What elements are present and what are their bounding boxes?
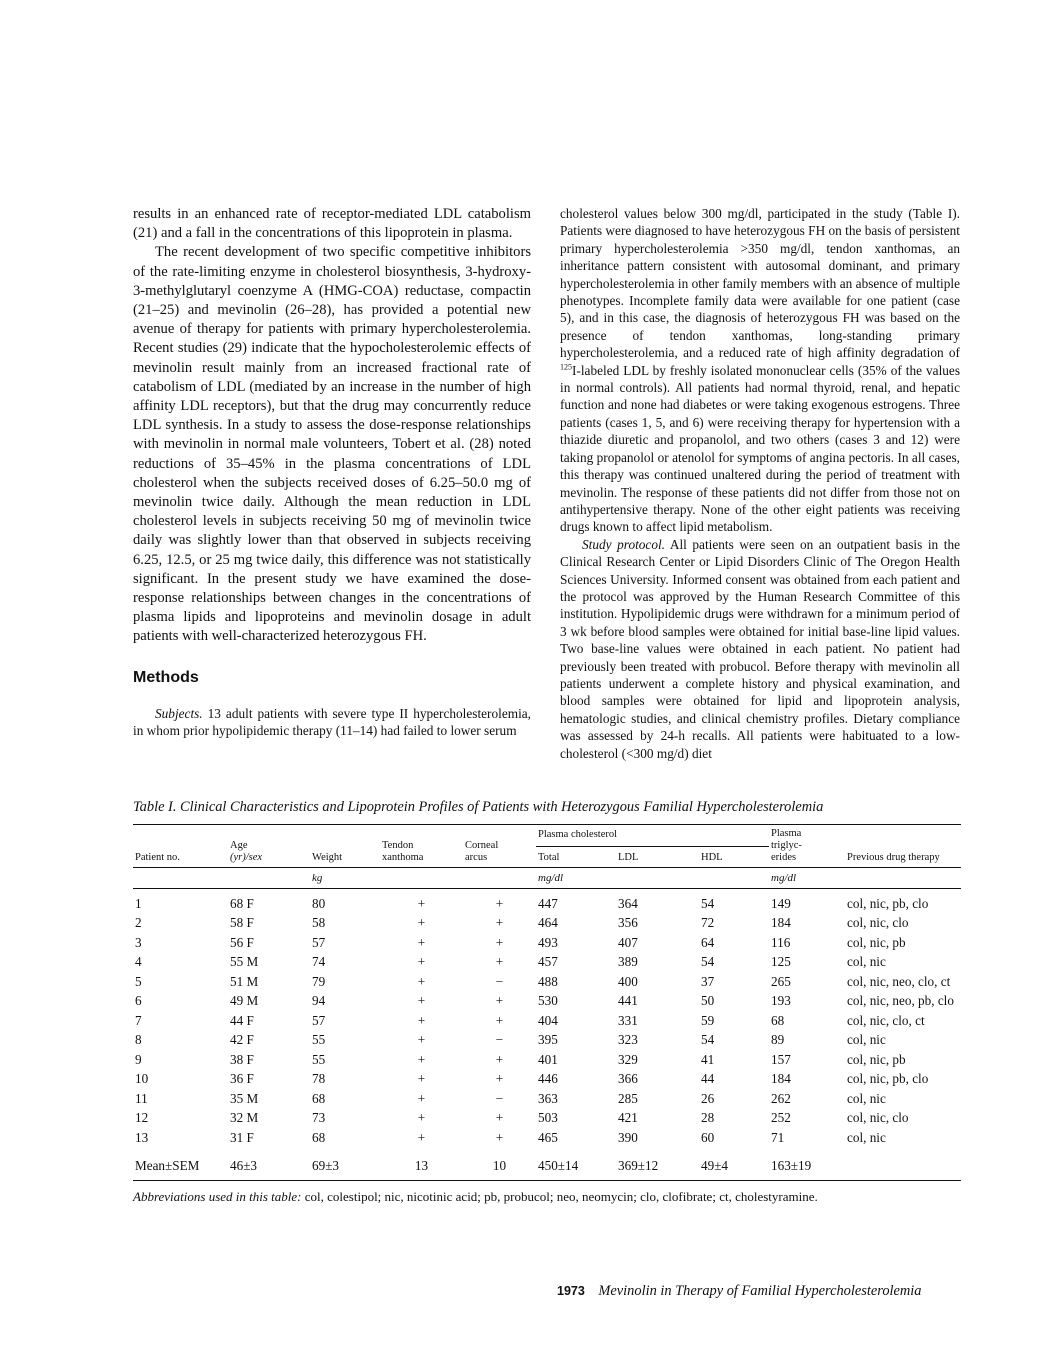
table-cell: + (495, 1012, 504, 1028)
table-cell: + (495, 895, 504, 911)
table-cell: − (495, 973, 504, 989)
table-cell: + (495, 993, 504, 1009)
table-cell: + (417, 915, 426, 931)
table-cell: 465 (538, 1129, 558, 1145)
header-age: Age (yr)/sex (228, 825, 310, 868)
table-cell: 55 (312, 1051, 326, 1067)
table-footnote (133, 1189, 961, 1205)
table-cell: − (495, 1090, 504, 1106)
table-cell: 363 (538, 1090, 558, 1106)
header-total: Total (538, 852, 560, 863)
table-cell: 46±3 (228, 1148, 310, 1181)
table-cell: 464 (538, 915, 558, 931)
table-cell: 446 (538, 1071, 558, 1087)
table-cell: 331 (618, 1012, 638, 1028)
table-cell: col, nic, pb, clo (847, 1071, 929, 1087)
table-cell: + (417, 1051, 426, 1067)
table-cell: 37 (701, 973, 715, 989)
table-cell: col, nic, neo, clo, ct (847, 973, 951, 989)
table-cell: 79 (312, 973, 326, 989)
table-cell: 389 (618, 954, 638, 970)
table-cell: 72 (701, 915, 715, 931)
header-weight: Weight (310, 825, 380, 868)
table-cell: 54 (701, 954, 715, 970)
table-cell: col, nic, clo, ct (847, 1012, 925, 1028)
table-cell: col, nic, neo, pb, clo (847, 993, 954, 1009)
table-caption: Table I. Clinical Characteristics and Lipoprotein Profiles of Patients with Heterozygous Familial Hypercholesterolemia (133, 799, 824, 815)
table-cell: 56 F (230, 934, 254, 950)
table-row (133, 1050, 961, 1070)
study-protocol-paragraph (560, 536, 960, 762)
subjects-paragraph (133, 705, 531, 740)
table-cell: + (495, 934, 504, 950)
left-column (133, 205, 531, 740)
section-heading-methods: Methods (133, 668, 199, 686)
table-cell: 31 F (230, 1129, 254, 1145)
table-cell: col, nic (847, 954, 886, 970)
study-protocol-label: Study protocol. (582, 536, 666, 552)
table-cell: 366 (618, 1071, 638, 1087)
subjects-text: 13 adult patients with severe type II hypercholesterolemia, in whom prior hypolipidemic therapy (11–14) had failed to lower serum (133, 705, 531, 739)
header-tendon-xanthoma: Tendon xanthoma (380, 825, 463, 868)
table-cell: col, nic, clo (847, 915, 909, 931)
table-cell: col, nic, pb, clo (847, 895, 929, 911)
study-protocol-text: All patients were seen on an outpatient basis in the Clinical Research Center or Lipid Disorders Clinic of The Oregon Health Sciences University. Informed consent was obtained from each patient and the protocol was approved by the Human Research Committee of this institution. Hypolipidemic drugs were withdrawn for a minimum period of 3 wk before blood samples were obtained for initial base-line lipid values. Two base-line values were obtained in each patient. No patient had previously been treated with probucol. Before therapy with mevinolin all patients underwent a complete history and physical examination, and blood samples were obtained for lipid and lipoprotein analysis, hematologic studies, and clinical chemistry profiles. Dietary compliance was assessed by 24-h recalls. All patients were habituated to a low-cholesterol (<300 mg/d) diet (560, 536, 960, 761)
table-cell: 441 (618, 993, 638, 1009)
table-cell: 356 (618, 915, 638, 931)
table-cell: 323 (618, 1032, 638, 1048)
table-cell: col, nic (847, 1129, 886, 1145)
table-cell: 55 (312, 1032, 326, 1048)
table-cell: 193 (771, 993, 791, 1009)
table-cell: + (495, 1129, 504, 1145)
table-cell: 64 (701, 934, 715, 950)
table-row (133, 1031, 961, 1051)
table-cell: 12 (135, 1110, 149, 1126)
table-cell (845, 1148, 961, 1181)
table-cell: + (417, 1090, 426, 1106)
table-cell: 50 (701, 993, 715, 1009)
table-cell: 3 (135, 934, 142, 950)
table-cell: 369±12 (616, 1148, 699, 1181)
table-cell: col, nic, pb (847, 1051, 906, 1067)
running-title: Mevinolin in Therapy of Familial Hypercholesterolemia (598, 1283, 922, 1299)
table-cell: 10 (463, 1148, 536, 1181)
table-cell: col, nic (847, 1032, 886, 1048)
table-cell: − (495, 1032, 504, 1048)
header-patient-no: Patient no. (133, 825, 228, 868)
table-cell: 11 (135, 1090, 148, 1106)
table-cell: 58 F (230, 915, 254, 931)
table-cell: 68 (312, 1090, 326, 1106)
table-cell: + (417, 895, 426, 911)
table-cell: 401 (538, 1051, 558, 1067)
table-cell: 493 (538, 934, 558, 950)
table-cell: 74 (312, 954, 326, 970)
paragraph-text: I-labeled LDL by freshly isolated mononuclear cells (35% of the values in normal controls). All patients had normal thyroid, renal, and hepatic function and none had diabetes or were taking exogenous estrogens. Three patients (cases 1, 5, and 6) were receiving therapy for hypertension with a thiazide diuretic and propanolol, and two others (cases 3 and 12) were taking propanolol or atenolol for symptoms of angina pectoris. In all cases, this therapy was continued unaltered during the period of treatment with mevinolin. The response of these patients did not differ from those not on antihypertensive therapy. None of the other eight patients was receiving drugs known to affect lipid metabolism. (560, 362, 960, 535)
table-cell: + (495, 1071, 504, 1087)
table-row (133, 1070, 961, 1090)
table-cell: 265 (771, 973, 791, 989)
table-cell: 5 (135, 973, 142, 989)
table-cell: 184 (771, 1071, 791, 1087)
table-cell: 262 (771, 1090, 791, 1106)
table-cell: 13 (380, 1148, 463, 1181)
table-cell: 80 (312, 895, 326, 911)
paragraph-text: cholesterol values below 300 mg/dl, participated in the study (Table I). Patients were diagnosed to have heterozygous FH on the basis of persistent primary hypercholesterolemia >350 mg/dl, tendon xanthomas, an inheritance pattern consistent with autosomal dominant, and primary hypercholesterolemia in other family members with an absence of multiple phenotypes. Incomplete family data were available for one patient (case 5), and in this case, the diagnosis of heterozygous FH was based on the presence of tendon xanthomas, long-standing primary hypercholesterolemia, and a reduced rate of high affinity degradation of (560, 206, 960, 361)
table-cell: 54 (701, 1032, 715, 1048)
table-cell: 55 M (230, 954, 259, 970)
page-footer (557, 1283, 921, 1300)
table-cell: + (417, 1012, 426, 1028)
table-cell: + (495, 1051, 504, 1067)
table-cell: 125 (771, 954, 791, 970)
table-cell: 41 (701, 1051, 715, 1067)
table-cell: 503 (538, 1110, 558, 1126)
header-plasma-cholesterol: Plasma cholesterol (536, 825, 769, 847)
table-cell: 94 (312, 993, 326, 1009)
table-cell: 73 (312, 1110, 326, 1126)
table-cell: 38 F (230, 1051, 254, 1067)
table-cell: 57 (312, 1012, 326, 1028)
table-cell: col, nic, clo (847, 1110, 909, 1126)
table-cell: 32 M (230, 1110, 259, 1126)
header-previous-drug: Previous drug therapy (845, 825, 961, 868)
table-cell: + (495, 915, 504, 931)
table-cell: 2 (135, 915, 142, 931)
table-cell: 58 (312, 915, 326, 931)
table-cell: 54 (701, 895, 715, 911)
table-cell: 149 (771, 895, 791, 911)
table-cell: 395 (538, 1032, 558, 1048)
table-cell: 6 (135, 993, 142, 1009)
header-ldl: LDL (618, 852, 639, 863)
table-cell: col, nic (847, 1090, 886, 1106)
table-cell: 530 (538, 993, 558, 1009)
footnote-label: Abbreviations used in this table: (133, 1188, 302, 1204)
table-row (133, 972, 961, 992)
header-hdl: HDL (701, 852, 723, 863)
table-cell: 44 F (230, 1012, 254, 1028)
body-paragraph: results in an enhanced rate of receptor-mediated LDL catabolism (21) and a fall in the concentrations of this lipoprotein in plasma. (133, 206, 531, 242)
table-cell: 450±14 (536, 1148, 616, 1181)
table-row (133, 914, 961, 934)
table-cell: col, nic, pb (847, 934, 906, 950)
table-cell: 163±19 (769, 1148, 845, 1181)
table-cell: + (417, 993, 426, 1009)
table-cell: 78 (312, 1071, 326, 1087)
table-1 (133, 799, 961, 1205)
body-paragraph: The recent development of two specific competitive inhibitors of the rate-limiting enzyme in cholesterol biosynthesis, 3-hydroxy-3-methylglutaryl coenzyme A (HMG-COA) reductase, compactin (21–25) and mevinolin (26–28), has provided a potential new avenue of therapy for patients with primary hypercholesterolemia. Recent studies (29) indicate that the hypocholesterolemic effects of mevinolin result mainly from an increased fractional rate of catabolism of LDL (mediated by an increase in the number of high affinity LDL receptors), but that the drug may concurrently reduce LDL synthesis. In a study to assess the dose-response relationships with mevinolin in normal male volunteers, Tobert et al. (28) noted reductions of 35–45% in the plasma concentrations of LDL cholesterol when the subjects received doses of 6.25–50.0 mg of mevinolin twice daily. Although the mean reduction in LDL cholesterol levels in subjects receiving 50 mg of mevinolin twice daily was slightly lower than that observed in subjects receiving 6.25, 12.5, or 25 mg twice daily, this difference was not statistically significant. In the present study we have examined the dose-response relationships between changes in the concentrations of plasma lipids and lipoproteins and mevinolin dosage in adult patients with well-characterized heterozygous FH. (133, 244, 531, 645)
table-cell: 49±4 (699, 1148, 769, 1181)
table-cell: + (417, 1129, 426, 1145)
table-cell: 4 (135, 954, 142, 970)
table-cell: + (417, 954, 426, 970)
page-number: 1973 (557, 1284, 585, 1298)
table-cell: 400 (618, 973, 638, 989)
table-cell: 60 (701, 1129, 715, 1145)
table-cell: 68 (771, 1012, 785, 1028)
table-cell: 68 F (230, 895, 254, 911)
table-cell: 89 (771, 1032, 785, 1048)
table-cell: 285 (618, 1090, 638, 1106)
table-cell: 35 M (230, 1090, 259, 1106)
table-cell: 69±3 (310, 1148, 380, 1181)
table-cell: + (495, 954, 504, 970)
table-cell: 421 (618, 1110, 638, 1126)
table-cell: 10 (135, 1071, 149, 1087)
table-cell: 364 (618, 895, 638, 911)
table-cell: 26 (701, 1090, 715, 1106)
table-cell: + (417, 1032, 426, 1048)
table-row (133, 933, 961, 953)
footnote-text: col, colestipol; nic, nicotinic acid; pb, probucol; neo, neomycin; clo, clofibrate; ct, cholestyramine. (301, 1188, 818, 1204)
table-row (133, 992, 961, 1012)
table-cell: 36 F (230, 1071, 254, 1087)
table-cell: 44 (701, 1071, 715, 1087)
unit-triglycerides: mg/dl (769, 868, 845, 889)
table-cell: 7 (135, 1012, 142, 1028)
table-cell: 8 (135, 1032, 142, 1048)
body-paragraph (560, 205, 960, 536)
table-cell: 59 (701, 1012, 715, 1028)
table-cell: + (417, 1071, 426, 1087)
table-row (133, 1011, 961, 1031)
table-cell: 252 (771, 1110, 791, 1126)
table-cell: 404 (538, 1012, 558, 1028)
table-cell: 49 M (230, 993, 259, 1009)
table-row (133, 1128, 961, 1148)
table-row (133, 953, 961, 973)
table-cell: 28 (701, 1110, 715, 1126)
table-cell: 407 (618, 934, 638, 950)
table-cell: 42 F (230, 1032, 254, 1048)
table-cell: 329 (618, 1051, 638, 1067)
table-cell: + (417, 1110, 426, 1126)
table-cell: + (417, 934, 426, 950)
table-row-mean (133, 1148, 961, 1181)
table-cell: 68 (312, 1129, 326, 1145)
unit-cholesterol: mg/dl (536, 868, 616, 889)
table-row (133, 889, 961, 914)
table-cell: + (417, 973, 426, 989)
table-row (133, 1089, 961, 1109)
header-corneal-arcus: Corneal arcus (463, 825, 536, 868)
table-cell: 13 (135, 1129, 149, 1145)
clinical-characteristics-table (133, 824, 961, 1181)
table-cell: 9 (135, 1051, 142, 1067)
table-cell: 51 M (230, 973, 259, 989)
table-cell: + (495, 1110, 504, 1126)
table-cell: 116 (771, 934, 791, 950)
table-cell: 157 (771, 1051, 791, 1067)
header-triglycerides: Plasma triglyc- erides (769, 825, 845, 868)
table-row (133, 1109, 961, 1129)
table-cell: 488 (538, 973, 558, 989)
table-cell: 457 (538, 954, 558, 970)
subjects-label: Subjects. (155, 705, 203, 721)
table-body (133, 889, 961, 1181)
table-cell: 1 (135, 895, 142, 911)
table-cell: 447 (538, 895, 558, 911)
table-cell: 184 (771, 915, 791, 931)
table-cell: Mean±SEM (133, 1148, 228, 1181)
table-cell: 71 (771, 1129, 785, 1145)
table-cell: 390 (618, 1129, 638, 1145)
right-column (560, 205, 960, 762)
table-cell: 57 (312, 934, 326, 950)
unit-weight: kg (310, 868, 380, 889)
superscript-isotope: 125 (560, 362, 572, 372)
